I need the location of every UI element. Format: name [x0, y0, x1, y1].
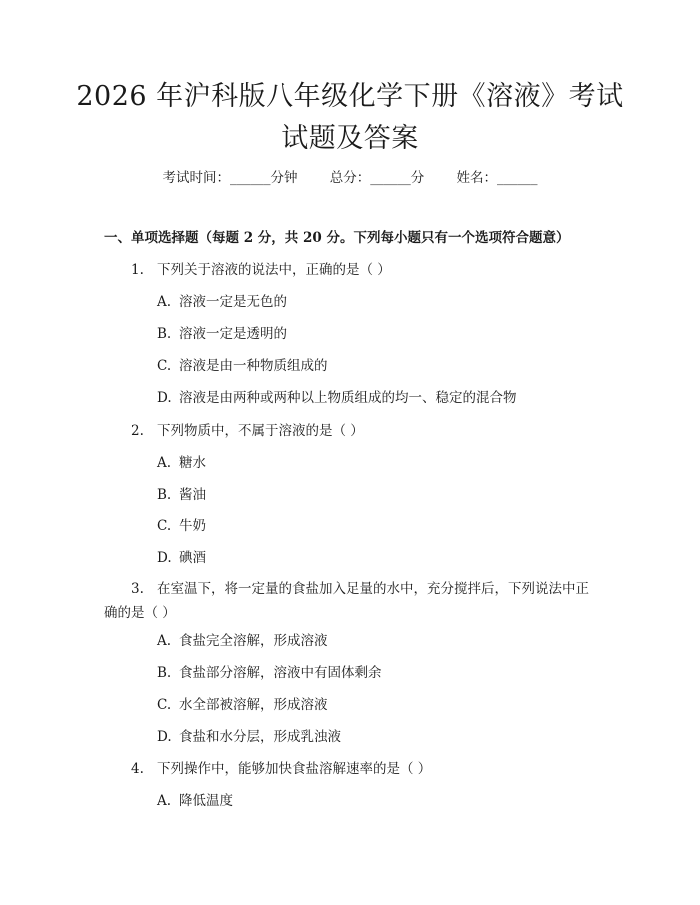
option-text: 溶液一定是透明的 [179, 326, 287, 342]
total-score-field: 总分：______分 [329, 170, 425, 186]
question-2 [131, 421, 364, 441]
question-text: 下列操作中，能够加快食盐溶解速率的是（ ） [157, 761, 432, 777]
q2-option-a [157, 453, 206, 473]
option-text: 溶液一定是无色的 [179, 294, 287, 310]
q1-option-b [157, 324, 287, 344]
q3-option-a [157, 631, 328, 651]
option-letter: A. [157, 455, 172, 471]
option-text: 降低温度 [179, 793, 233, 809]
question-number: 3. [131, 581, 144, 597]
title-line-2: 试题及答案 [281, 123, 419, 154]
q3-option-d [157, 727, 341, 747]
question-4 [131, 759, 431, 779]
question-1 [131, 260, 391, 280]
option-text: 牛奶 [179, 518, 206, 534]
option-letter: C. [157, 697, 172, 713]
question-text: 下列物质中，不属于溶液的是（ ） [157, 423, 364, 439]
q2-option-b [157, 485, 206, 505]
option-text: 溶液是由一种物质组成的 [179, 358, 328, 374]
option-letter: B. [157, 326, 172, 342]
exam-title [60, 76, 640, 160]
q1-option-c [157, 356, 328, 376]
option-letter: B. [157, 665, 172, 681]
question-number: 2. [131, 423, 144, 439]
q2-option-d [157, 548, 206, 568]
option-letter: A. [157, 633, 172, 649]
option-text: 食盐部分溶解，溶液中有固体剩余 [179, 665, 382, 681]
q3-option-c [157, 695, 328, 715]
option-text: 水全部被溶解，形成溶液 [179, 697, 328, 713]
question-number: 4. [131, 761, 144, 777]
option-text: 糖水 [179, 455, 206, 471]
option-letter: D. [157, 390, 172, 406]
exam-time-field: 考试时间：______分钟 [162, 170, 298, 186]
option-letter: B. [157, 487, 172, 503]
option-text: 碘酒 [179, 550, 206, 566]
option-letter: D. [157, 550, 172, 566]
student-name-field: 姓名：______ [456, 170, 538, 186]
option-letter: D. [157, 729, 172, 745]
option-text: 酱油 [179, 487, 206, 503]
q1-option-d [157, 388, 517, 408]
q3-option-b [157, 663, 382, 683]
option-text: 食盐和水分层，形成乳浊液 [179, 729, 341, 745]
question-number: 1. [131, 262, 144, 278]
section-heading: 一、单项选择题（每题 2 分，共 20 分。下列每小题只有一个选项符合题意） [104, 230, 570, 246]
question-text: 在室温下，将一定量的食盐加入足量的水中，充分搅拌后，下列说法中正确的是（ ） [104, 581, 589, 621]
q1-option-a [157, 292, 287, 312]
title-line-1: 2026 年沪科版八年级化学下册《溶液》考试 [76, 81, 624, 112]
option-letter: A. [157, 793, 172, 809]
option-letter: A. [157, 294, 172, 310]
question-text: 下列关于溶液的说法中，正确的是（ ） [157, 262, 391, 278]
option-letter: C. [157, 518, 172, 534]
option-letter: C. [157, 358, 172, 374]
option-text: 溶液是由两种或两种以上物质组成的均一、稳定的混合物 [179, 390, 517, 406]
exam-info-line [0, 168, 700, 188]
q4-option-a [157, 791, 233, 811]
option-text: 食盐完全溶解，形成溶液 [179, 633, 328, 649]
q2-option-c [157, 516, 206, 536]
question-3 [104, 577, 600, 625]
